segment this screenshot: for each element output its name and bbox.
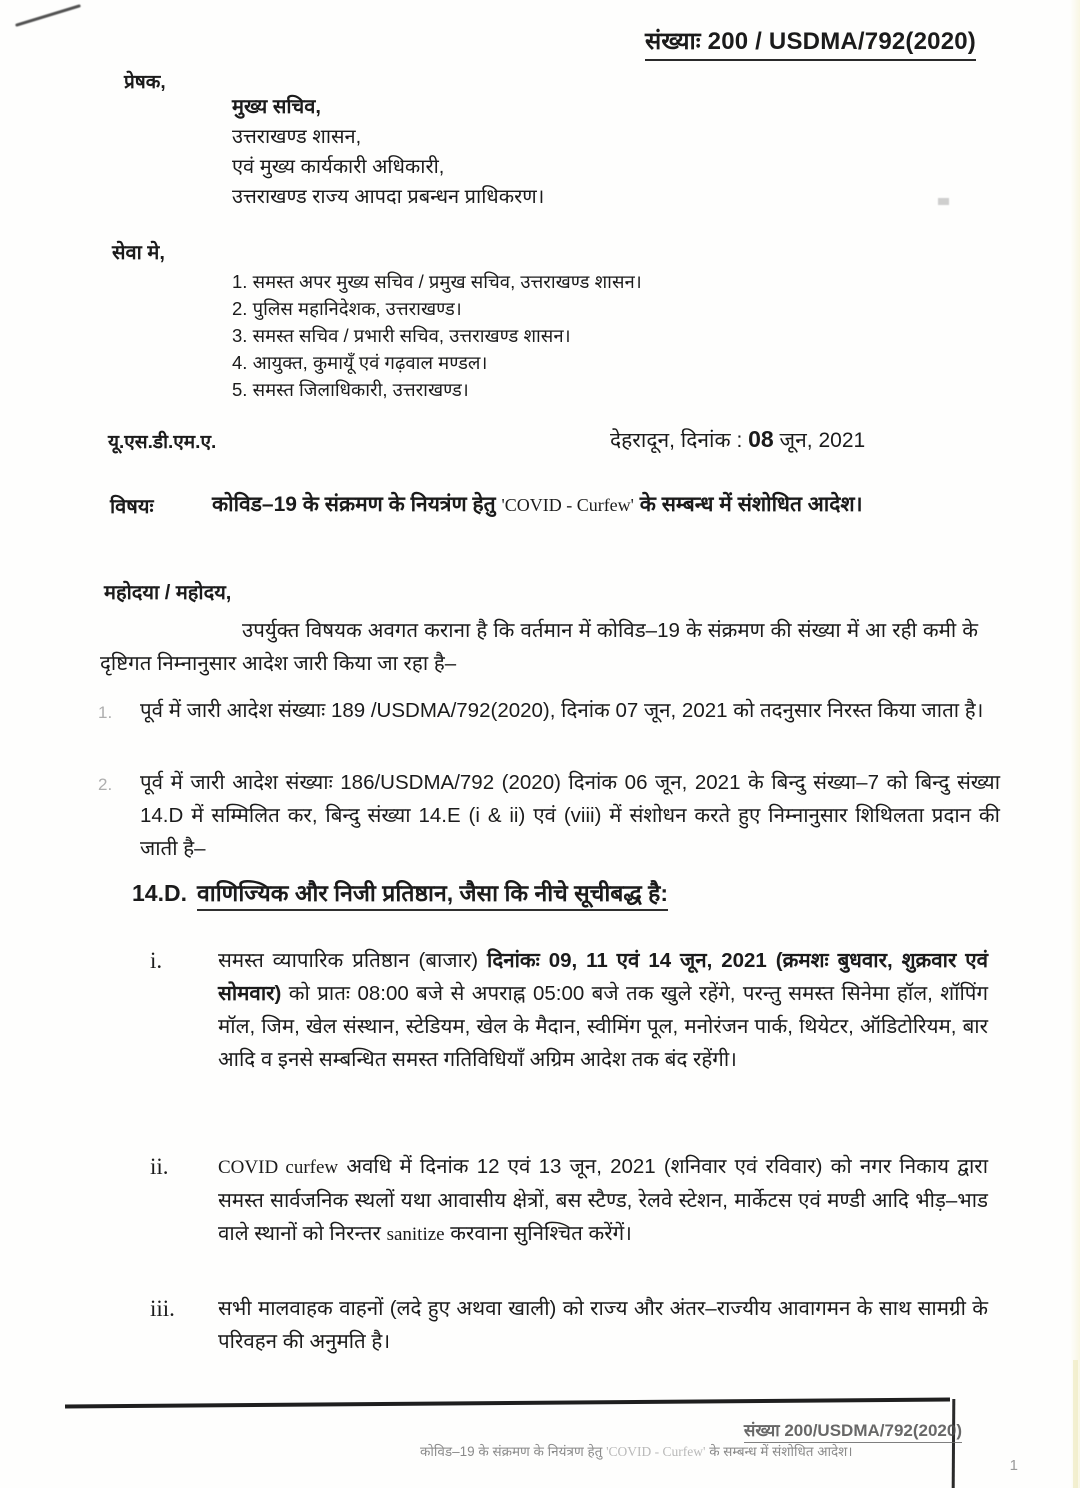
from-label: प्रेषक, bbox=[124, 72, 166, 93]
footer-subject-part-1: कोविड–19 के संक्रमण के नियंत्रण हेतु bbox=[420, 1444, 607, 1459]
subject-part-2: के सम्बन्ध में संशोधित आदेश। bbox=[633, 493, 863, 516]
item-marker: 2. bbox=[98, 775, 113, 794]
numbered-item-1 bbox=[98, 694, 1000, 727]
item-marker: 1. bbox=[98, 703, 113, 722]
from-line-3: एवं मुख्य कार्यकारी अधिकारी, bbox=[232, 156, 445, 178]
date-month-year: जून, 2021 bbox=[773, 429, 866, 452]
sub-item-ii-seg2: अवधि में दिनांक 12 एवं 13 जून, 2021 (शनिवार एवं रविवार) को नगर निकाय द्वारा समस्त सार्वजनिक स्थलों यथा आवासीय क्षेत्रों, बस स्टैण्ड, रेलवे स्टेशन, मार्केटस एवं मण्डी आदि भीड़–भाड वाले स्थानों को निरन्तर bbox=[218, 1155, 988, 1245]
section-heading-text: वाणिज्यिक और निजी प्रतिष्ठान, जैसा कि नीचे सूचीबद्ध है: bbox=[197, 880, 668, 911]
sub-item-roman: ii. bbox=[150, 1154, 169, 1179]
section-number: 14.D. bbox=[132, 880, 187, 906]
list-item: 2. पुलिस महानिदेशक, उत्तराखण्ड। bbox=[232, 298, 462, 319]
footer-order-number: संख्या 200/USDMA/792(2020) bbox=[744, 1418, 962, 1443]
sub-item-i-dates-bold: दिनांकः 09, 11 एवं 14 जून, 2021 (क्रमशः बुधवार, शुक्रवार एवं सोमवार) bbox=[218, 949, 988, 1005]
footer-subject-line bbox=[420, 1442, 852, 1460]
sub-item-ii-sanitize: sanitize bbox=[386, 1224, 445, 1245]
list-item: 5. समस्त जिलाधिकारी, उत्तराखण्ड। bbox=[232, 379, 469, 400]
item-text: पूर्व में जारी आदेश संख्याः 186/USDMA/792 (2020) दिनांक 06 जून, 2021 के बिन्दु संख्या–7 को बिन्दु संख्या 14.D में सम्मिलित कर, बिन्दु संख्या 14.E (i & ii) एवं (viii) में संशोधन करते हुए निम्नानुसार शिथिलता प्रदान की जाती है– bbox=[140, 771, 1000, 860]
from-line-1: मुख्य सचिव, bbox=[232, 96, 321, 118]
sub-item-i-seg1: समस्त व्यापारिक प्रतिष्ठान (बाजार) bbox=[218, 949, 488, 972]
sub-item-roman: iii. bbox=[150, 1296, 175, 1321]
intro-paragraph: उपर्युक्त विषयक अवगत कराना है कि वर्तमान में कोविड–19 के संक्रमण की संख्या में आ रही कमी के दृष्टिगत निम्नानुसार आदेश जारी किया जा रहा है– bbox=[100, 619, 978, 675]
place-and-date bbox=[610, 426, 865, 454]
sub-item-roman: i. bbox=[150, 948, 163, 973]
sub-item-i bbox=[150, 944, 988, 1076]
sub-item-ii-covid-curfew: COVID curfew bbox=[218, 1157, 339, 1178]
from-line-4: उत्तराखण्ड राज्य आपदा प्रबन्धन प्राधिकरण। bbox=[232, 186, 545, 208]
footer-subject-part-2: के सम्बन्ध में संशोधित आदेश। bbox=[705, 1444, 853, 1459]
numbered-item-2 bbox=[98, 766, 1000, 865]
sub-item-iii-text: सभी मालवाहक वाहनों (लदे हुए अथवा खाली) को राज्य और अंतर–राज्यीय आवागमन के साथ सामग्री के परिवहन की अनुमति है। bbox=[218, 1297, 988, 1353]
sub-item-i-seg2: को प्रातः 08:00 बजे से अपराह्न 05:00 बजे तक खुले रहेंगे, परन्तु समस्त सिनेमा हॉल, शॉपिंग मॉल, जिम, खेल संस्थान, स्टेडियम, खेल के मैदान, स्वीमिंग पूल, मनोरंजन पार्क, थियेटर, ऑडिटोरियम, बार आदि व इनसे सम्बन्धित समस्त गतिविधियाँ अग्रिम आदेश तक बंद रहेंगी। bbox=[218, 982, 988, 1071]
subject-english-term: 'COVID - Curfew' bbox=[501, 495, 634, 515]
subject-text bbox=[212, 489, 972, 521]
sub-item-ii bbox=[150, 1150, 988, 1251]
date-day: 08 bbox=[748, 426, 774, 452]
item-text: पूर्व में जारी आदेश संख्याः 189 /USDMA/792(2020), दिनांक 07 जून, 2021 को तदनुसार निरस्त किया जाता है। bbox=[140, 699, 984, 722]
sub-item-ii-seg4: करवाना सुनिश्चित करेंगें। bbox=[444, 1222, 632, 1245]
from-line-2: उत्तराखण्ड शासन, bbox=[232, 126, 362, 148]
from-address-block bbox=[232, 92, 544, 212]
list-item: 1. समस्त अपर मुख्य सचिव / प्रमुख सचिव, उत्तराखण्ड शासन। bbox=[232, 271, 642, 292]
department-abbreviation: यू.एस.डी.एम.ए. bbox=[108, 432, 217, 453]
paper-speck bbox=[938, 198, 949, 205]
sub-item-iii bbox=[150, 1292, 988, 1358]
pen-stroke-mark bbox=[15, 4, 81, 27]
salutation: महोदया / महोदय, bbox=[104, 582, 232, 604]
recipient-list bbox=[232, 268, 642, 403]
footer-divider bbox=[65, 1398, 950, 1409]
section-heading-14d bbox=[132, 876, 668, 908]
to-label: सेवा मे, bbox=[112, 242, 165, 264]
order-number-heading: संख्याः 200 / USDMA/792(2020) bbox=[645, 24, 976, 61]
paper-edge-strip bbox=[1073, 1360, 1078, 1488]
page-number: 1 bbox=[1009, 1457, 1018, 1474]
paper-edge-shadow bbox=[1070, 0, 1080, 1488]
subject-part-1: कोविड–19 के संक्रमण के नियत्रंण हेतु bbox=[212, 493, 502, 516]
subject-label: विषयः bbox=[110, 496, 154, 518]
place-date-prefix: देहरादून, दिनांक : bbox=[610, 429, 749, 452]
list-item: 4. आयुक्त, कुमायूँ एवं गढ़वाल मण्डल। bbox=[232, 352, 488, 373]
footer-subject-english: 'COVID - Curfew' bbox=[606, 1444, 706, 1459]
list-item: 3. समस्त सचिव / प्रभारी सचिव, उत्तराखण्ड शासन। bbox=[232, 325, 571, 346]
footer-vertical-line bbox=[952, 1399, 956, 1488]
